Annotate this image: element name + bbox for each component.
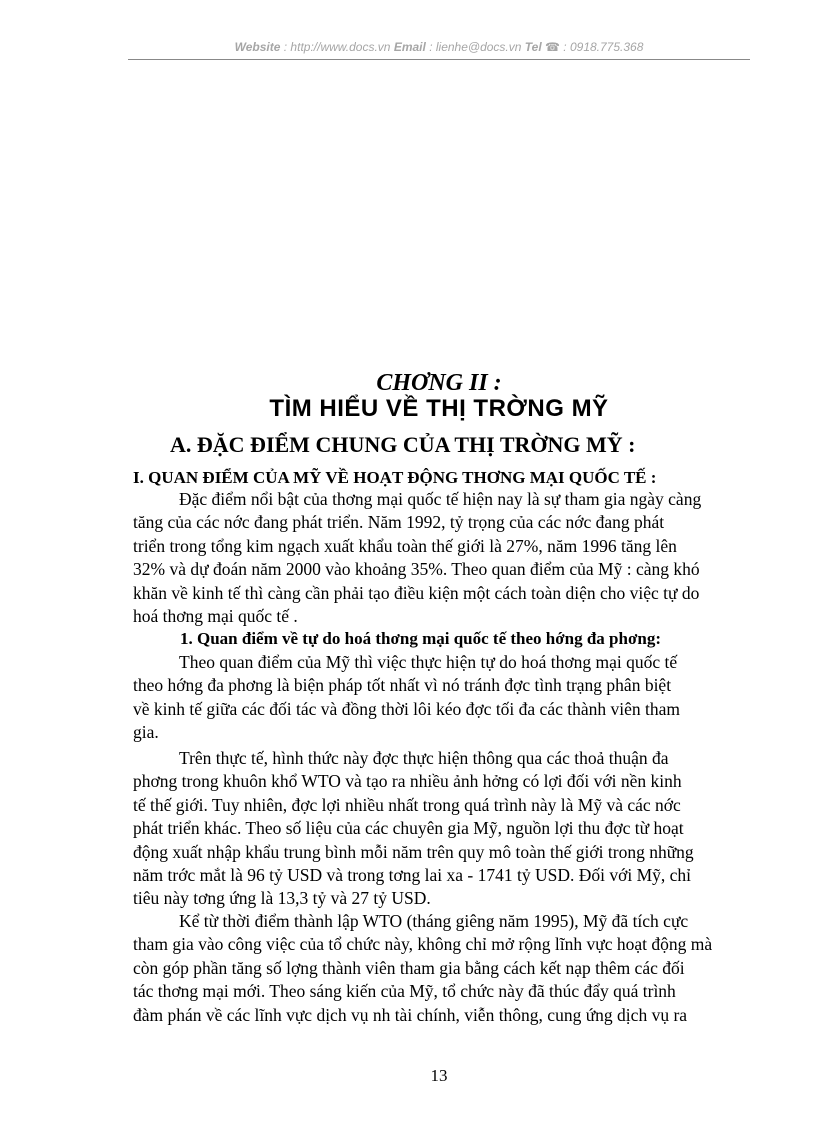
tel-label: Tel (524, 40, 542, 54)
text-line: tác thơng mại mới. Theo sáng kiến của Mỹ, tổ chức này đã thúc đẩy quá trình (133, 981, 676, 1002)
header-divider (128, 59, 750, 60)
tel-value: ☎ : 0918.775.368 (545, 40, 644, 54)
text-line: triển trong tổng kim ngạch xuất khẩu toàn thế giới là 27%, năm 1996 tăng lên (133, 535, 677, 556)
paragraph-4 (133, 910, 749, 1027)
text-line: về kinh tế giữa các đối tác và đồng thời lôi kéo đợc tối đa các thành viên tham (133, 698, 680, 719)
text-line: đàm phán về các lĩnh vực dịch vụ nh tài chính, viễn thông, cung ứng dịch vụ ra (133, 1004, 688, 1025)
text-line: tăng của các nớc đang phát triển. Năm 1992, tỷ trọng của các nớc đang phát (133, 512, 665, 533)
text-line: tế thế giới. Tuy nhiên, đợc lợi nhiều nhất trong quá trình này là Mỹ và các nớc (133, 794, 681, 815)
email-label: Email (393, 40, 426, 54)
section-i-heading: I. QUAN ĐIỂM CỦA MỸ VỀ HOẠT ĐỘNG THƠNG MẠI QUỐC TẾ : (133, 468, 657, 487)
text-line: phát triển khác. Theo số liệu của các chuyên gia Mỹ, nguồn lợi thu đợc từ hoạt (133, 818, 684, 839)
text-line: động xuất nhập khẩu trung bình mỗi năm trên quy mô toàn thế giới trong những (133, 841, 694, 862)
text-line: Theo quan điểm của Mỹ thì việc thực hiện tự do hoá thơng mại quốc tế (179, 652, 678, 672)
text-line: còn góp phần tăng số lợng thành viên tham gia bằng cách kết nạp thêm các đối (133, 957, 685, 978)
text-line: tham gia vào công việc của tổ chức này, không chỉ mở rộng lĩnh vực hoạt động mà (133, 934, 713, 955)
text-line: gia. (133, 722, 159, 743)
text-line: Đặc điểm nổi bật của thơng mại quốc tế hiện nay là sự tham gia ngày càng (179, 489, 702, 509)
paragraph-1 (133, 488, 749, 628)
email-value[interactable]: : lienhe@docs.vn (429, 40, 522, 54)
chapter-number: CHƠNG II : (376, 370, 502, 396)
text-line: hoá thơng mại quốc tế . (133, 606, 298, 627)
paragraph-3 (133, 747, 749, 911)
text-line: năm trớc mắt là 96 tỷ USD và trong tơng lai xa - 1741 tỷ USD. Đối với Mỹ, chỉ (133, 865, 692, 886)
chapter-title: TÌM HIỂU VỀ THỊ TRỜNG MỸ (269, 395, 609, 422)
text-line: tiêu này tơng ứng là 13,3 tỷ và 27 tỷ USD. (133, 888, 431, 909)
text-line: Trên thực tế, hình thức này đợc thực hiện thông qua các thoả thuận đa (179, 748, 669, 768)
text-line: khăn về kinh tế thì càng cần phải tạo điều kiện một cách toàn diện cho việc tự do (133, 582, 700, 603)
paragraph-2 (133, 651, 749, 745)
page-header (128, 40, 750, 54)
subsection-1-heading: 1. Quan điểm về tự do hoá thơng mại quốc tế theo hớng đa phơng: (180, 629, 661, 648)
text-line: phơng trong khuôn khổ WTO và tạo ra nhiều ảnh hởng có lợi đối với nền kinh (133, 771, 682, 792)
website-value[interactable]: : http://www.docs.vn (283, 40, 391, 54)
website-label: Website (234, 40, 281, 54)
text-line: 32% và dự đoán năm 2000 vào khoảng 35%. Theo quan điểm của Mỹ : càng khó (133, 559, 700, 580)
text-line: theo hớng đa phơng là biện pháp tốt nhất vì nó tránh đợc tình trạng phân biệt (133, 675, 672, 696)
section-a-heading: A. ĐẶC ĐIỂM CHUNG CỦA THỊ TRỜNG MỸ : (170, 432, 636, 457)
text-line: Kể từ thời điểm thành lập WTO (tháng giêng năm 1995), Mỹ đã tích cực (179, 911, 689, 931)
page-number: 13 (430, 1066, 448, 1085)
